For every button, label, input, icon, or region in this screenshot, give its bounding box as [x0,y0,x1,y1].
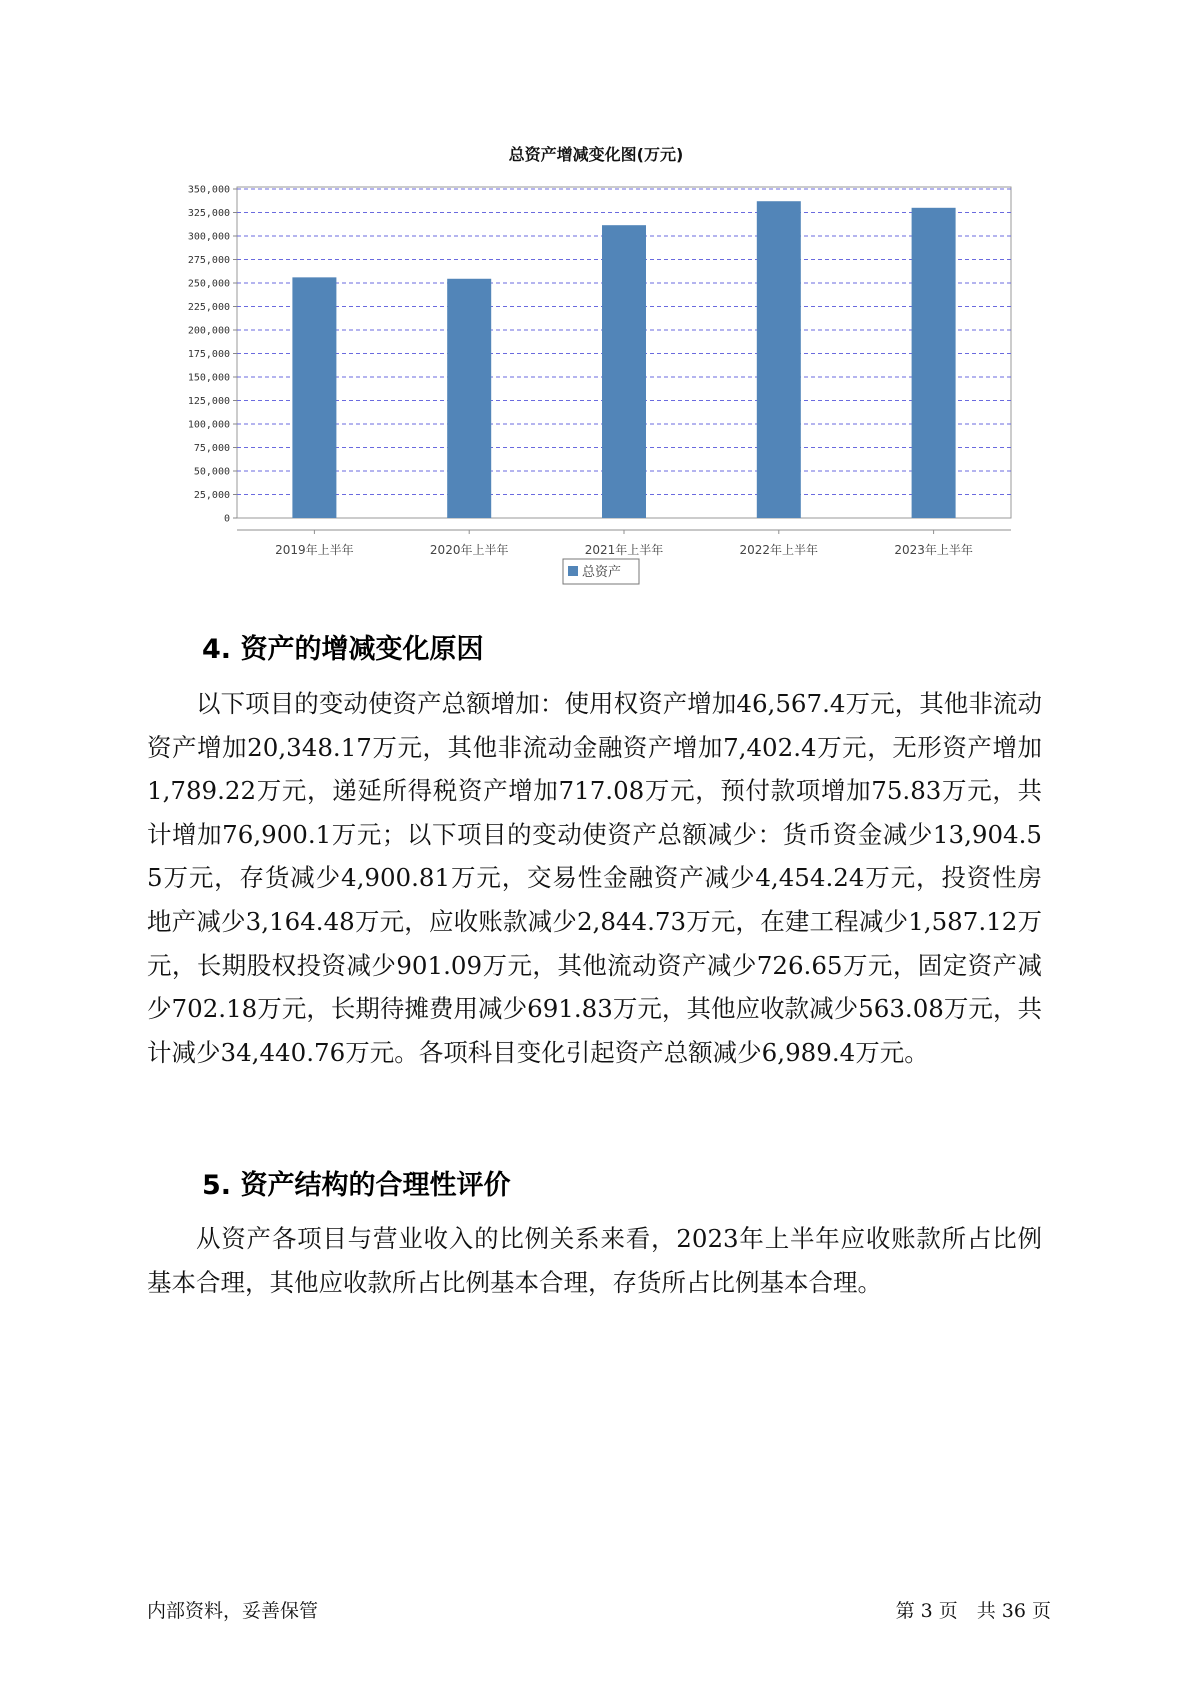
y-tick-label: 250,000 [187,278,230,290]
chart-legend [563,559,639,584]
bar-2020年上半年 [447,279,491,518]
x-tick-label: 2021年上半年 [584,543,664,557]
y-tick-label: 200,000 [187,325,230,337]
footer-page-number: 第 3 页 共 36 页 [895,1600,1051,1622]
y-tick-label: 50,000 [193,466,230,478]
x-tick-label: 2022年上半年 [739,543,819,557]
y-tick-label: 325,000 [187,208,230,219]
y-tick-label: 150,000 [187,372,230,384]
y-tick-label: 25,000 [193,490,230,501]
paragraph-asset-structure-evaluation: 从资产各项目与营业收入的比例关系来看，2023年上半年应收账款所占比例基本合理，其他应收款所占比例基本合理，存货所占比例基本合理。 [147,1224,1042,1297]
bar-2019年上半年 [292,277,336,518]
bar-2023年上半年 [912,208,956,518]
y-tick-label: 225,000 [187,302,230,313]
y-tick-label: 175,000 [187,349,230,360]
y-tick-label: 0 [223,513,230,525]
paragraph-asset-change-reasons: 以下项目的变动使资产总额增加：使用权资产增加46,567.4万元，其他非流动资产增加20,348.17万元，其他非流动金融资产增加7,402.4万元，无形资产增加1,789.22万元，递延所得税资产增加717.08万元，预付款项增加75.83万元，共计增加76,900.1万元；以下项目的变动使资产总额减少：货币资金减少13,904.55万元，存货减少4,900.81万元，交易性金融资产减少4,454.24万元，投资性房地产减少3,164.48万元，应收账款减少2,844.73万元，在建工程减少1,587.12万元，长期股权投资减少901.09万元，其他流动资产减少726.65万元，固定资产减少702.18万元，长期待摊费用减少691.83万元，其他应收款减少563.08万元，共计减少34,440.76万元。各项科目变化引起资产总额减少6,989.4万元。 [147,689,1042,1067]
bar-2022年上半年 [757,201,801,518]
y-tick-label: 75,000 [193,443,230,454]
y-tick-label: 100,000 [187,419,230,431]
chart-x-axis [237,530,1011,557]
total-assets-bar-chart [0,0,1191,620]
chart-y-axis [188,185,237,525]
x-tick-label: 2019年上半年 [275,543,354,557]
legend-swatch [568,566,578,576]
section-heading-asset-change-reasons: 4. 资产的增减变化原因 [202,634,484,665]
x-tick-label: 2023年上半年 [894,543,973,557]
section-heading-asset-structure-evaluation: 5. 资产结构的合理性评价 [202,1170,511,1201]
legend-label: 总资产 [582,565,622,580]
y-tick-label: 300,000 [187,231,230,243]
x-tick-label: 2020年上半年 [429,543,509,557]
y-tick-label: 125,000 [187,396,230,407]
y-tick-label: 350,000 [187,184,230,196]
chart-title: 总资产增减变化图(万元) [508,145,684,164]
y-tick-label: 275,000 [187,255,230,266]
bar-2021年上半年 [602,225,646,518]
footer-confidential-note: 内部资料，妥善保管 [147,1600,319,1622]
